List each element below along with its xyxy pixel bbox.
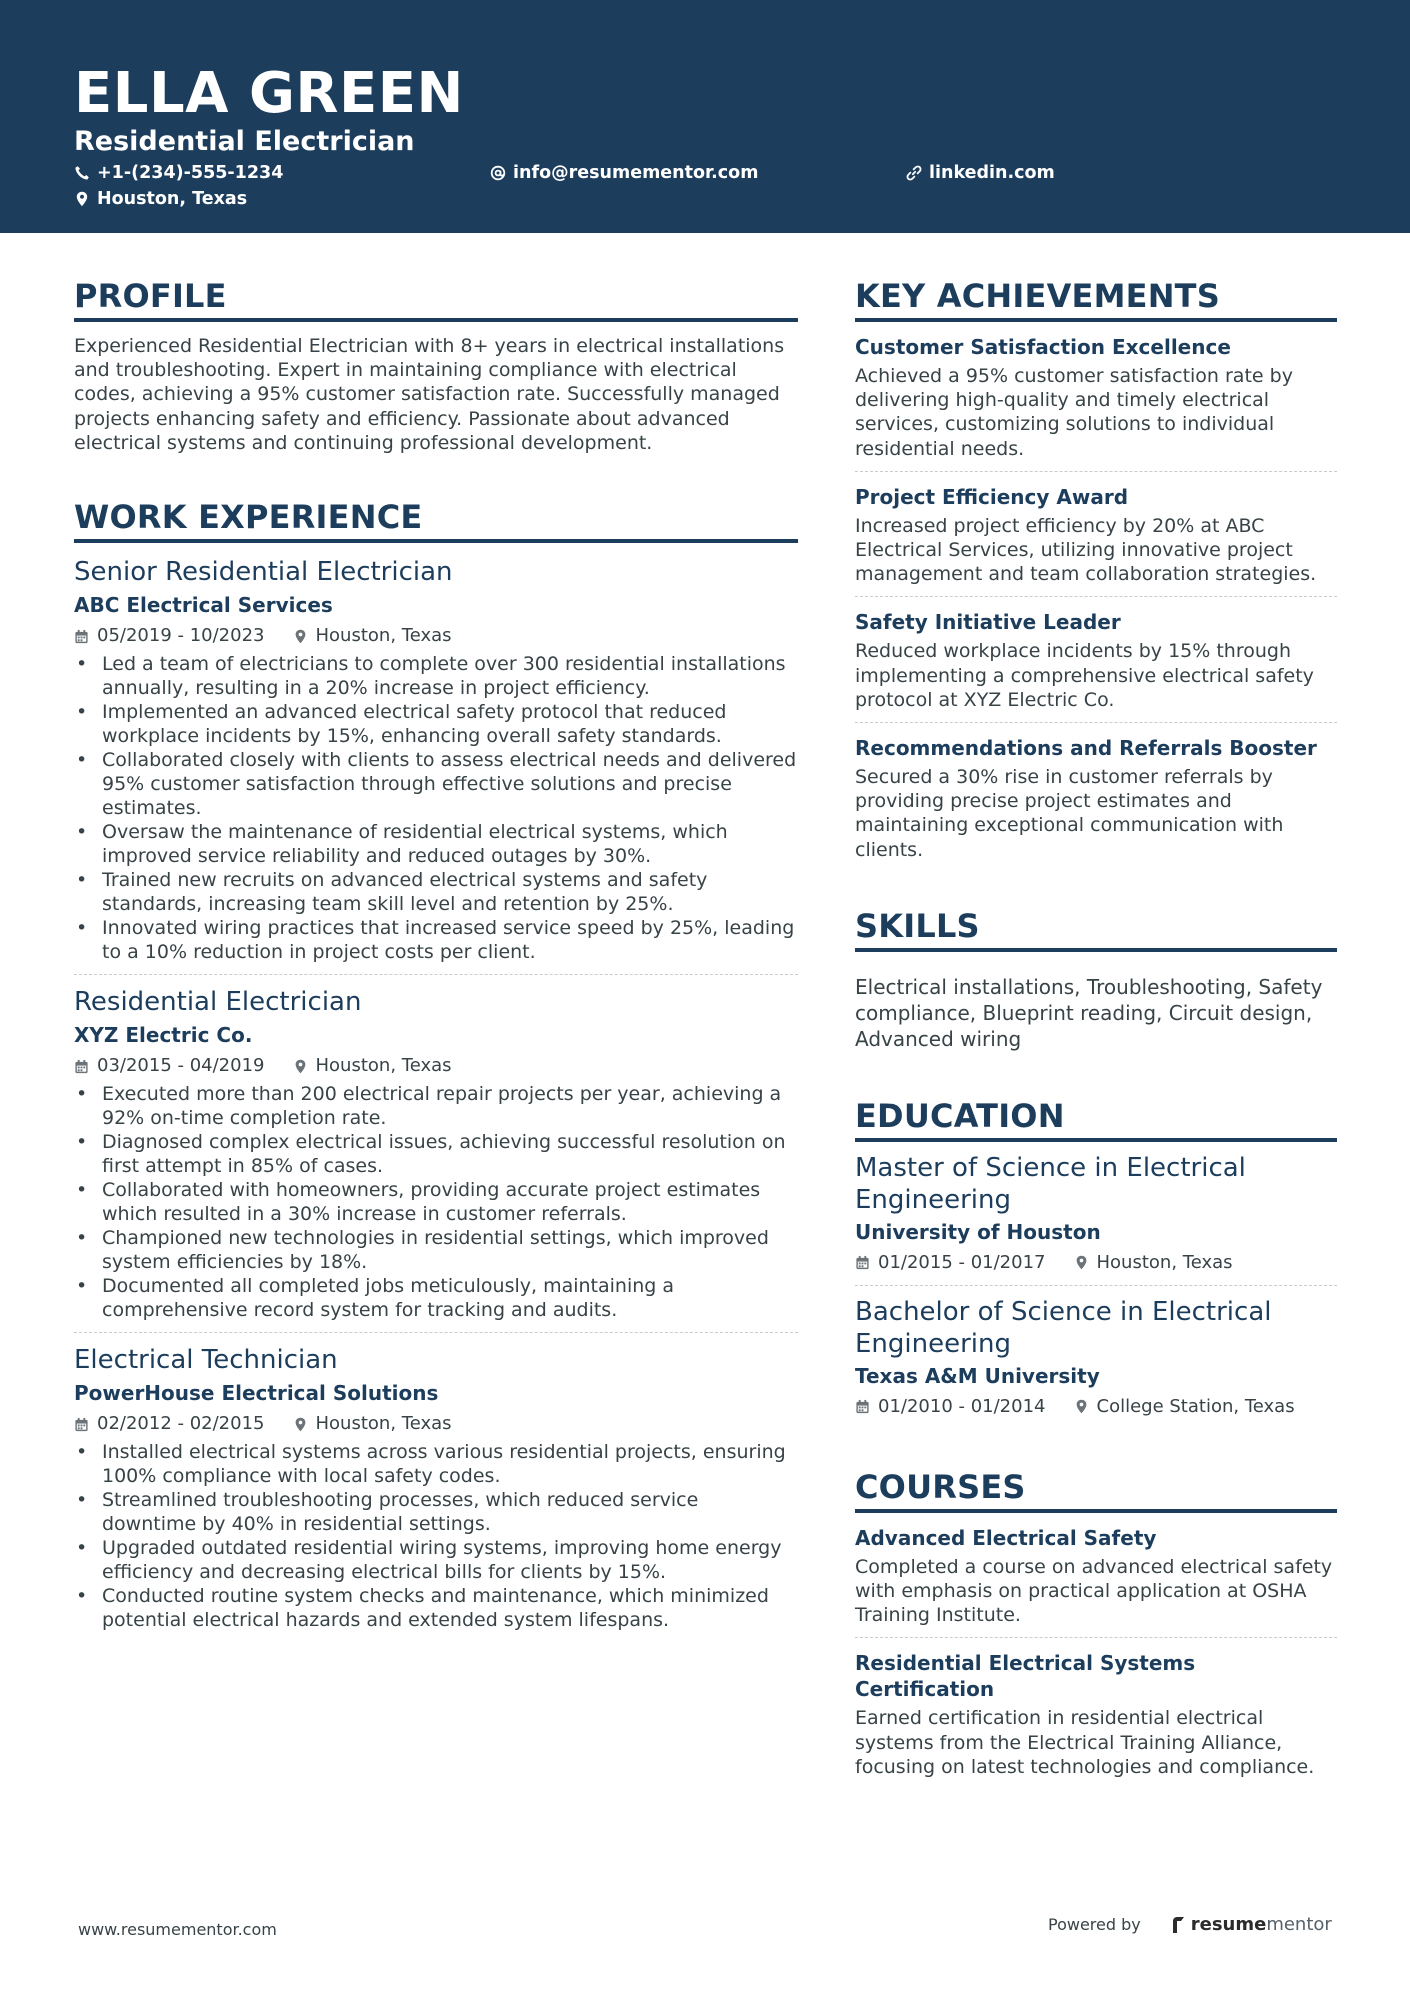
- at-sign-icon: [490, 165, 506, 181]
- map-pin-icon: [1074, 1399, 1089, 1414]
- job-bullet: • Executed more than 200 electrical repair projects per year, achieving a 92% on-time completion rate.: [74, 1082, 798, 1130]
- course-list: [855, 1513, 1337, 1789]
- course-item: [855, 1637, 1337, 1789]
- resumementor-logo-icon: [1171, 1916, 1187, 1934]
- left-column: [74, 276, 798, 1642]
- education-meta: [855, 1251, 1337, 1275]
- achievements-section: [855, 276, 1337, 872]
- job-dates: 05/2019 - 10/2023: [97, 625, 265, 647]
- footer-website[interactable]: www.resumementor.com: [78, 1920, 277, 1939]
- company-name: PowerHouse Electrical Solutions: [74, 1381, 439, 1406]
- school-name: Texas A&M University: [855, 1363, 1100, 1388]
- brand-bold: resume: [1190, 1914, 1267, 1935]
- education-location-wrap: [1074, 1251, 1233, 1275]
- job-bullet: • Conducted routine system checks and maintenance, which minimized potential electrical hazards and extended system lifespans.: [74, 1584, 798, 1632]
- education-list: [855, 1142, 1337, 1429]
- job-title: Senior Residential Electrician: [74, 557, 453, 588]
- job-entry: [74, 1332, 798, 1642]
- job-list: [74, 555, 798, 1642]
- resumementor-logo[interactable]: [1171, 1914, 1332, 1936]
- contact-email[interactable]: [490, 161, 758, 185]
- company-name: XYZ Electric Co.: [74, 1023, 253, 1048]
- company-name: ABC Electrical Services: [74, 593, 333, 618]
- profile-heading: PROFILE: [74, 276, 798, 322]
- job-bullet: • Trained new recruits on advanced electrical systems and safety standards, increasing team skill level and retention by 25%.: [74, 868, 798, 916]
- email-text: info@resumementor.com: [513, 163, 759, 183]
- course-text: Completed a course on advanced electrical safety with emphasis on practical application at OSHA Training Institute.: [855, 1555, 1333, 1627]
- courses-section: [855, 1467, 1337, 1789]
- map-pin-icon: [293, 1059, 308, 1074]
- school-name: University of Houston: [855, 1219, 1101, 1244]
- education-item: [855, 1285, 1337, 1429]
- skills-text: Electrical installations, Troubleshooting, Safety compliance, Blueprint reading, Circuit design, Advanced wiring: [855, 974, 1323, 1051]
- achievement-text: Secured a 30% rise in customer referrals by providing precise project estimates and maintaining exceptional communication with clients.: [855, 766, 1284, 861]
- achievement-item: [855, 471, 1337, 597]
- right-column: [855, 276, 1337, 1789]
- calendar-icon: [74, 1059, 89, 1074]
- achievement-text: Increased project efficiency by 20% at ABC Electrical Services, utilizing innovative project management and team collaboration strategies.: [855, 514, 1317, 586]
- job-bullets: [74, 1440, 798, 1632]
- job-dates: 03/2015 - 04/2019: [97, 1055, 265, 1077]
- job-bullet: • Championed new technologies in residential settings, which improved system efficiencies by 18%.: [74, 1226, 798, 1274]
- profile-section: [74, 276, 798, 455]
- course-item: [855, 1513, 1337, 1638]
- job-meta: [74, 1054, 798, 1078]
- contact-phone[interactable]: [74, 161, 283, 185]
- job-location-wrap: [293, 1054, 452, 1078]
- job-entry: [74, 974, 798, 1332]
- course-title: Residential Electrical Systems Certification: [855, 1651, 1196, 1702]
- phone-text: +1-(234)-555-1234: [97, 163, 284, 183]
- education-dates: 01/2010 - 01/2014: [878, 1395, 1046, 1417]
- job-location-wrap: [293, 624, 452, 648]
- location-text: Houston, Texas: [97, 189, 248, 209]
- achievement-item: [855, 596, 1337, 722]
- achievement-item: [855, 322, 1337, 471]
- work-experience-heading: WORK EXPERIENCE: [74, 497, 798, 543]
- education-section: [855, 1096, 1337, 1429]
- job-bullet: • Led a team of electricians to complete over 300 residential installations annually, resulting in a 20% increase in project efficiency.: [74, 652, 798, 700]
- job-bullets: [74, 652, 798, 964]
- achievement-title: Recommendations and Referrals Booster: [855, 736, 1317, 761]
- degree-title: Bachelor of Science in Electrical Engineering: [855, 1296, 1272, 1359]
- work-experience-section: [74, 497, 798, 1642]
- course-title: Advanced Electrical Safety: [855, 1525, 1157, 1550]
- education-location-wrap: [1074, 1395, 1295, 1419]
- job-location-wrap: [293, 1412, 452, 1436]
- calendar-icon: [855, 1255, 870, 1270]
- job-bullet: • Innovated wiring practices that increased service speed by 25%, leading to a 10% reduction in project costs per client.: [74, 916, 798, 964]
- calendar-icon: [74, 629, 89, 644]
- course-text: Earned certification in residential electrical systems from the Electrical Training Alliance, focusing on latest technologies and compliance.: [855, 1707, 1315, 1778]
- map-pin-icon: [1074, 1255, 1089, 1270]
- job-title: Electrical Technician: [74, 1345, 338, 1376]
- job-bullet: • Upgraded outdated residential wiring systems, improving home energy efficiency and decreasing electrical bills for clients by 15%.: [74, 1536, 798, 1584]
- achievement-title: Safety Initiative Leader: [855, 610, 1121, 635]
- brand-light: mentor: [1266, 1914, 1332, 1935]
- job-location: Houston, Texas: [315, 1413, 452, 1435]
- job-bullet: • Collaborated with homeowners, providing accurate project estimates which resulted in a 30% increase in customer referrals.: [74, 1178, 798, 1226]
- footer-powered-by: [1048, 1914, 1332, 1936]
- skills-section: [855, 906, 1337, 1052]
- achievement-title: Project Efficiency Award: [855, 484, 1129, 509]
- achievement-item: [855, 722, 1337, 872]
- achievement-title: Customer Satisfaction Excellence: [855, 335, 1231, 359]
- map-pin-icon: [293, 1417, 308, 1432]
- education-heading: EDUCATION: [855, 1096, 1337, 1142]
- job-entry: [74, 555, 798, 974]
- contact-link[interactable]: [906, 161, 1055, 185]
- achievement-text: Reduced workplace incidents by 15% through implementing a comprehensive electrical safety protocol at XYZ Electric Co.: [855, 640, 1314, 711]
- powered-by-label: Powered by: [1048, 1915, 1141, 1934]
- education-location: College Station, Texas: [1096, 1395, 1295, 1417]
- map-pin-icon: [74, 191, 90, 207]
- job-dates: 02/2012 - 02/2015: [97, 1413, 265, 1435]
- degree-title: Master of Science in Electrical Engineering: [855, 1152, 1246, 1215]
- map-pin-icon: [293, 629, 308, 644]
- job-bullet: • Installed electrical systems across various residential projects, ensuring 100% compliance with local safety codes.: [74, 1440, 798, 1488]
- job-bullets: [74, 1082, 798, 1322]
- candidate-name: ELLA GREEN: [74, 61, 464, 126]
- job-bullet: • Diagnosed complex electrical issues, achieving successful resolution on first attempt in 85% of cases.: [74, 1130, 798, 1178]
- job-bullet: • Collaborated closely with clients to assess electrical needs and delivered 95% customer satisfaction through effective solutions and precise estimates.: [74, 748, 798, 820]
- achievement-list: [855, 322, 1337, 872]
- job-meta: [74, 624, 798, 648]
- achievements-heading: KEY ACHIEVEMENTS: [855, 276, 1337, 322]
- phone-icon: [74, 165, 90, 181]
- calendar-icon: [74, 1417, 89, 1432]
- education-dates: 01/2015 - 01/2017: [878, 1251, 1046, 1273]
- job-bullet: • Oversaw the maintenance of residential electrical systems, which improved service reliability and reduced outages by 30%.: [74, 820, 798, 868]
- job-bullet: • Documented all completed jobs meticulously, maintaining a comprehensive record system for tracking and audits.: [74, 1274, 798, 1322]
- job-bullet: • Implemented an advanced electrical safety protocol that reduced workplace incidents by 15%, enhancing overall safety standards.: [74, 700, 798, 748]
- link-text: linkedin.com: [929, 163, 1055, 183]
- link-icon: [906, 165, 922, 181]
- contact-location: [74, 187, 247, 211]
- courses-heading: COURSES: [855, 1467, 1337, 1513]
- job-location: Houston, Texas: [315, 1055, 452, 1077]
- education-item: [855, 1142, 1337, 1285]
- job-bullet: • Streamlined troubleshooting processes, which reduced service downtime by 40% in residential settings.: [74, 1488, 798, 1536]
- profile-text: Experienced Residential Electrician with 8+ years in electrical installations and troubleshooting. Expert in maintaining compliance with electrical codes, achieving a 95% customer satisfaction rate. Successfully managed projects enhancing safety and efficiency. Passionate about advanced electrical systems and continuing professional development.: [74, 335, 785, 454]
- job-title: Residential Electrician: [74, 987, 362, 1018]
- education-location: Houston, Texas: [1096, 1251, 1233, 1273]
- education-meta: [855, 1395, 1337, 1419]
- job-location: Houston, Texas: [315, 625, 452, 647]
- resume-header: [0, 0, 1410, 233]
- skills-heading: SKILLS: [855, 906, 1337, 952]
- calendar-icon: [855, 1399, 870, 1414]
- job-meta: [74, 1412, 798, 1436]
- achievement-text: Achieved a 95% customer satisfaction rate by delivering high-quality and timely electrical services, customizing solutions to individual residential needs.: [855, 365, 1293, 460]
- candidate-title: Residential Electrician: [74, 126, 415, 157]
